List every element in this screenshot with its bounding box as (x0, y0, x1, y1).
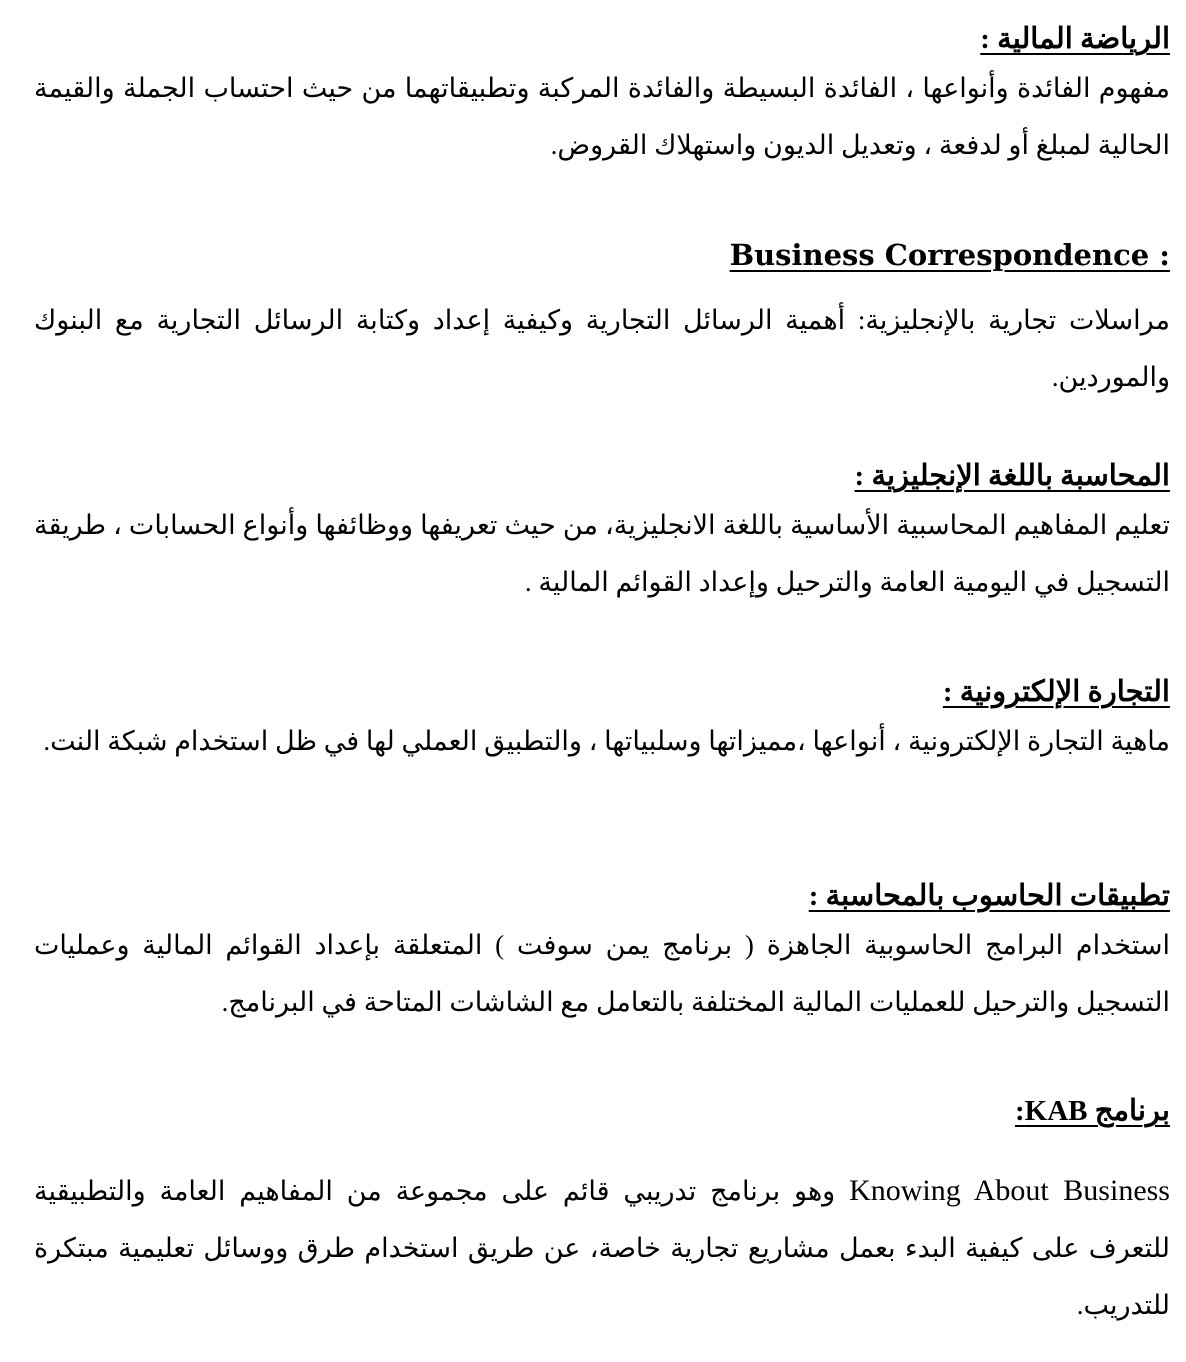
section-body: مراسلات تجارية بالإنجليزية: أهمية الرسائل التجارية وكيفية إعداد وكتابة الرسائل التجارية مع البنوك والموردين. (34, 305, 1170, 392)
section-kab-program (34, 1090, 1170, 1334)
section-heading: الرياضة المالية : (980, 23, 1170, 55)
section-body: استخدام البرامج الحاسوبية الجاهزة ( برنامج يمن سوفت ) المتعلقة بإعداد القوائم المالية وعمليات التسجيل والترحيل للعمليات المالية المختلفة بالتعامل مع الشاشات المتاحة في البرنامج. (34, 930, 1170, 1017)
section-computer-accounting (34, 875, 1170, 1031)
section-body (34, 1162, 1170, 1334)
section-business-correspondence (34, 234, 1170, 406)
section-heading: Business Correspondence : (729, 238, 1170, 272)
section-heading: برنامج KAB: (1015, 1095, 1170, 1127)
kab-english-name: Knowing About Business (849, 1174, 1170, 1207)
section-body: ماهية التجارة الإلكترونية ، أنواعها ،مميزاتها وسلبياتها ، والتطبيق العملي لها في ظل استخدام شبكة النت. (43, 726, 1170, 756)
kab-description: وهو برنامج تدريبي قائم على مجموعة من المفاهيم العامة والتطبيقية للتعرف على كيفية البدء بعمل مشاريع تجارية خاصة، عن طريق استخدام طرق ووسائل تعليمية مبتكرة للتدريب. (34, 1176, 1170, 1320)
section-accounting-english (34, 455, 1170, 611)
section-financial-math (34, 18, 1170, 174)
section-heading: التجارة الإلكترونية : (942, 676, 1170, 708)
section-ecommerce (34, 671, 1170, 770)
section-body: تعليم المفاهيم المحاسبية الأساسية باللغة الانجليزية، من حيث تعريفها ووظائفها وأنواع الحسابات ، طريقة التسجيل في اليومية العامة والترحيل وإعداد القوائم المالية . (34, 510, 1170, 597)
section-body: مفهوم الفائدة وأنواعها ، الفائدة البسيطة والفائدة المركبة وتطبيقاتهما من حيث احتساب الجملة والقيمة الحالية لمبلغ أو لدفعة ، وتعديل الديون واستهلاك القروض. (34, 73, 1170, 160)
section-heading: المحاسبة باللغة الإنجليزية : (854, 460, 1170, 492)
section-heading: تطبيقات الحاسوب بالمحاسبة : (808, 880, 1170, 912)
